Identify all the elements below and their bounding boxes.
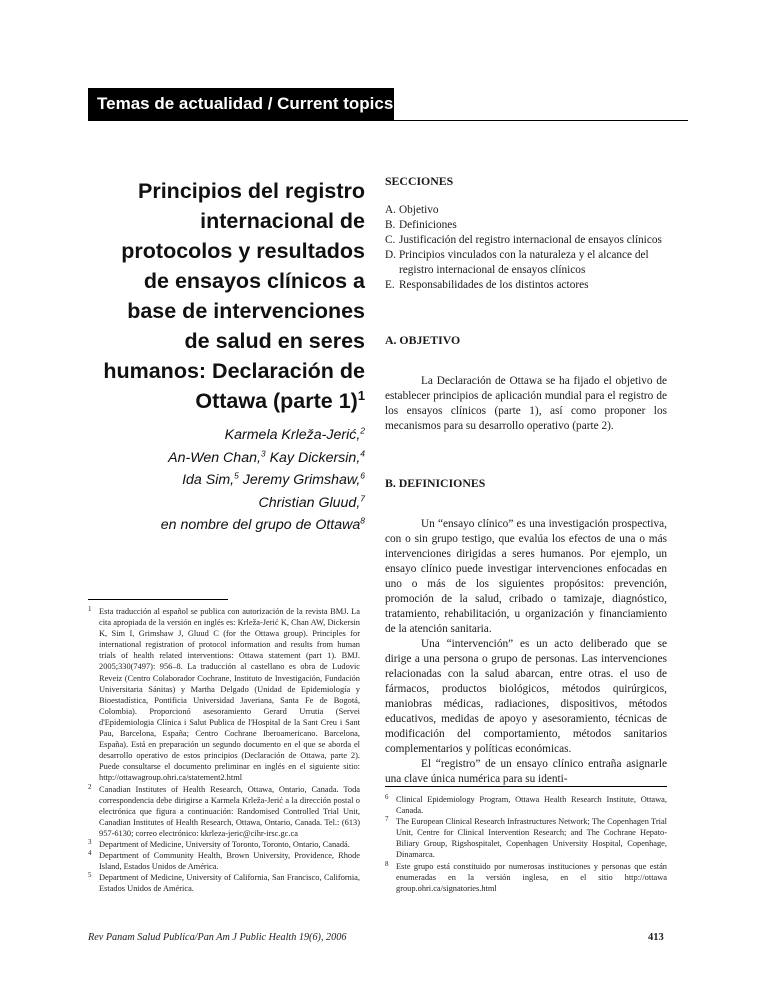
footnote-rule-left [88, 599, 228, 600]
author-ref: 3 [260, 447, 266, 458]
section-letter: E. [385, 279, 395, 291]
author-name: Jeremy Grimshaw, [238, 472, 361, 488]
definiciones-paragraph-2: Una “intervención” es un acto deliberado que se dirige a una persona o grupo de personas. Las intervenciones relacionadas con la salud abarcan, entre otras. el uso de fármacos, productos biológicos, métodos quirúrgicos, maniobras médicas, radiaciones, dispositivos, métodos educativos, medidas de apoyo y asesoramiento, técnicas de modificación del comportamiento, métodos sanitarios complementarios y políticas económicas. [385, 638, 667, 755]
footnote-text: Clinical Epidemiology Program, Ottawa Health Research Institute, Ottawa, Canada. [396, 795, 667, 816]
section-item [385, 218, 667, 233]
section-text: Principios vinculados con la naturaleza y el alcance del registro internacional de ensayos clínicos [399, 249, 649, 276]
footnote-number: 4 [88, 849, 92, 858]
footnote [88, 784, 360, 839]
definiciones-heading: B. DEFINICIONES [385, 476, 486, 490]
footnotes-left [88, 606, 360, 894]
objetivo-heading: A. OBJETIVO [385, 333, 461, 347]
footnote-text: Department of Medicine, University of Toronto, Toronto, Ontario, Canadá. [99, 839, 350, 849]
sections-list [385, 203, 667, 293]
definiciones-paragraph-3: El “registro” de un ensayo clínico entraña asignarle una clave única numérica para su identi- [385, 758, 667, 785]
article-title-text: Principios del registro internacional de protocolos y resultados de ensayos clínicos a base de intervenciones de salud en seres humanos: Declaración de Ottawa (parte 1) [103, 179, 365, 413]
footnote-text: Canadian Institutes of Health Research, Ottawa, Ontario, Canada. Toda correspondencia debe dirigirse a Karmela Krleža-Jerić a la dirección postal o electrónica que figura a continuación: Randomised Controlled Trial Unit, Canadian Institutes of Health Research, Ottawa, Ontario, Canada. Tel.: (613) 957-6130; correo electrónico: kkrleza-jeric@cihr-irsc.gc.ca [99, 784, 360, 838]
section-item [385, 278, 667, 293]
author-line [90, 514, 365, 537]
page-number: 413 [648, 932, 664, 943]
footnote [385, 861, 667, 894]
section-item [385, 233, 667, 248]
author-ref: 8 [360, 515, 365, 526]
author-ref: 7 [360, 492, 365, 503]
footnote-number: 2 [88, 782, 92, 791]
author-list [90, 424, 365, 537]
footnote [385, 816, 667, 860]
footnote [88, 839, 360, 850]
section-item [385, 203, 667, 218]
footnote-rule-right [385, 786, 667, 787]
author-name: Karmela Krleža-Jerić, [224, 427, 361, 443]
section-letter: C. [385, 234, 396, 246]
section-text: Definiciones [399, 219, 457, 231]
author-ref: 4 [360, 447, 365, 458]
right-column [385, 174, 667, 787]
author-name: An-Wen Chan, [168, 449, 261, 466]
title-footnote-ref: 1 [357, 387, 365, 403]
author-name: Christian Gluud, [258, 494, 361, 511]
section-banner: Temas de actualidad / Current topics [88, 88, 394, 120]
author-name: en nombre del grupo de Ottawa [160, 517, 361, 533]
header-rule [88, 120, 688, 121]
journal-citation: Rev Panam Salud Publica/Pan Am J Public Health 19(6), 2006 [88, 932, 347, 943]
author-ref: 6 [360, 470, 365, 481]
section-letter: D. [385, 249, 396, 261]
footnote-number: 5 [88, 871, 92, 880]
footnotes-right [385, 794, 667, 894]
section-text: Responsabilidades de los distintos actores [399, 279, 589, 291]
author-line [90, 469, 365, 492]
section-text: Objetivo [399, 204, 439, 216]
author-ref: 2 [360, 425, 365, 436]
author-line [90, 492, 365, 515]
footnote-number: 3 [88, 837, 92, 846]
footnote-text: Department of Medicine, University of California, San Francisco, California, Estados Unidos de América. [99, 873, 360, 894]
author-name: Ida Sim, [182, 472, 235, 488]
section-text: Justificación del registro internacional de ensayos clínicos [399, 234, 662, 246]
footnote [88, 606, 360, 784]
author-line [90, 424, 365, 447]
section-letter: B. [385, 219, 396, 231]
footnote-text: Este grupo está constituido por numerosas instituciones y personas que están enumeradas en la versión inglesa, en el sitio http://ottawa group.ohri.ca/signatories.html [396, 861, 667, 893]
footnote [88, 872, 360, 894]
footnote-text: Department of Community Health, Brown University, Providence, Rhode Island, Estados Unidos de América. [99, 851, 360, 872]
footnote [385, 794, 667, 816]
footnote-number: 1 [88, 605, 92, 613]
footnote-number: 8 [385, 859, 389, 868]
footnote-number: 7 [385, 815, 389, 824]
article-title [100, 176, 365, 416]
section-item [385, 248, 667, 278]
footnote-text: The European Clinical Research Infrastructures Network; The Copenhagen Trial Unit, Centre for Clinical Intervention Research; and The Cochrane Hepato-Biliary Group, Rigshospitalet, Copenhagen University Hospital, Copenhage, Dinamarca. [396, 817, 667, 860]
author-line [90, 447, 365, 470]
footnote-number: 6 [385, 793, 389, 801]
footnote-text: Esta traducción al español se publica con autorización de la revista BMJ. La cita apropiada de la versión en inglés es: Krleža-Jerić K, Chan AW, Dickersin K, Sim I, Grimshaw J, Gluud C (for the Ottawa group). Principles for international registration of protocol information and results from human trials of health related interventions: Ottawa statement (part 1). BMJ. 2005;330(7497): 956–8. La traducción al castellano es obra de Ludovic Reveiz (Centro Colaborador Cochrane, Instituto de Investigación, Fundación Universitaria Sánitas) y Martha Delgado (Unidad de Epidemiología y Bioestadística, Pontificia Universidad Javeriana, Santa Fe de Bogotá, Colombia). Proporcionó asesoramiento Gerard Urrutia (Servei d'Epidemiologia Clínica i Salut Publica de l'Hospital de la Sant Creu i Sant Pau, Barcelona, España; Centro Cochrane Iberoamericano. Barcelona, España). Está en preparación un segundo documento en el que se aborda el desarrollo operativo de estos principios (Declaración de Ottawa, parte 2). Puede consultarse el documento preliminar en inglés en el siguiente sitio: http://ottawagroup.ohri.ca/statement2.html [99, 607, 360, 783]
author-ref: 5 [234, 470, 239, 481]
author-name: Kay Dickersin, [265, 449, 361, 466]
objetivo-paragraph: La Declaración de Ottawa se ha fijado el objetivo de establecer principios de aplicación mundial para el registro de los ensayos clínicos (parte 1), así como proponer los mecanismos para su desarrollo operativo (parte 2). [385, 375, 667, 432]
sections-heading: SECCIONES [385, 174, 454, 188]
footnote [88, 850, 360, 872]
definiciones-paragraph-1: Un “ensayo clínico” es una investigación prospectiva, con o sin grupo testigo, que evalúa los efectos de una o más intervenciones dirigidas a seres humanos. Por ejemplo, un ensayo clínico puede investigar intervenciones enfocadas en uno o más de los siguientes propósitos: prevención, promoción de la salud, cribado o tamizaje, diagnóstico, tratamiento, rehabilitación, u organización y financiamiento de la atención sanitaria. [385, 518, 667, 635]
section-letter: A. [385, 204, 396, 216]
